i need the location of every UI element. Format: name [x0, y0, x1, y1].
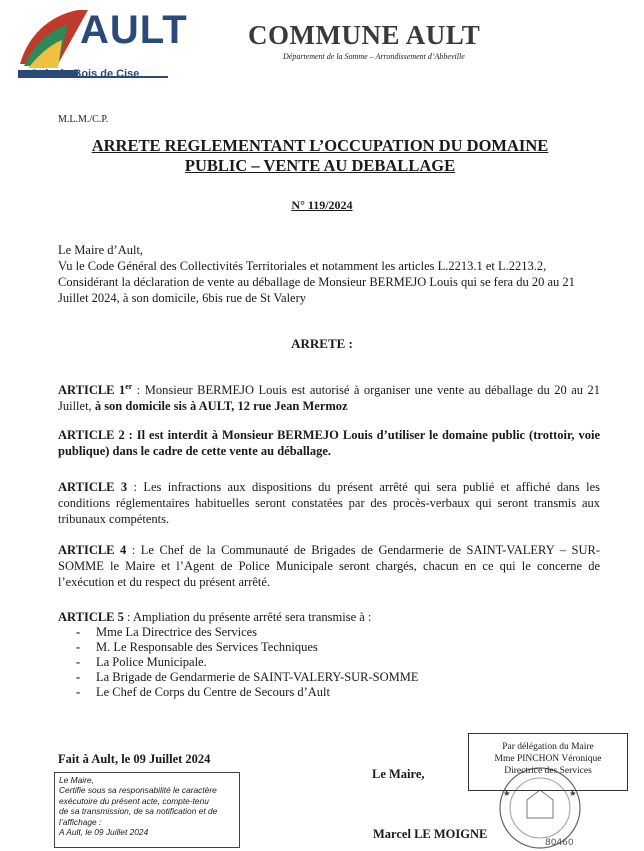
reference: M.L.M./C.P. [58, 114, 109, 125]
recipient-item: - Le Chef de Corps du Centre de Secours d’Ault [58, 685, 600, 700]
arrete-number: N° 119/2024 [291, 198, 353, 212]
article-4-text: : Le Chef de la Communauté de Brigades de Gendarmerie de SAINT-VALERY – SUR-SOMME le Maire et l’Agent de Police Municipale seront chargés, chacun en ce qui le concerne de l’exécution et du respect du présent arrêté. [58, 543, 600, 589]
article-5-text: : Ampliation du présente arrêté sera transmise à : [123, 610, 372, 624]
article-3 [58, 479, 600, 527]
intro-line-2: Vu le Code Général des Collectivités Territoriales et notamment les articles L.2213.1 et L.2213.2, [58, 259, 547, 273]
cert-line: Certifie sous sa responsabilité le caractère [59, 785, 217, 796]
signed-at: Fait à Ault, le 09 Juillet 2024 [58, 752, 211, 766]
stamp-line: Mme PINCHON Véronique [494, 754, 602, 764]
article-2-label: ARTICLE 2 : [58, 428, 133, 442]
stamp-line: Directrice des Services [504, 766, 592, 776]
intro-line-3: Considérant la déclaration de vente au déballage de Monsieur BERMEJO Louis qui se fera du 20 au 21 Juillet 2024, à son domicile, 6bis rue de St Valery [58, 275, 575, 305]
title-line-2: PUBLIC – VENTE AU DEBALLAGE [184, 156, 456, 175]
recipient-list [58, 625, 600, 700]
article-1-sup: er [125, 382, 133, 391]
certification-box [54, 772, 240, 848]
cert-line: l’affichage : [59, 816, 102, 827]
article-3-text: : Les infractions aux dispositions du présent arrêté qui sera publié et affiché dans les conditions réglementaires habituelles seront constatées par des procès-verbaux qui seront transmis aux tribunaux compétents. [58, 480, 600, 526]
logo-subtitle: Onival - Bois de Cise [30, 68, 140, 80]
title-line-1: ARRETE REGLEMENTANT L’OCCUPATION DU DOMAINE [91, 136, 549, 155]
article-1-address: à son domicile sis à AULT, 12 rue Jean Mermoz [91, 399, 348, 414]
article-5-label: ARTICLE 5 [58, 610, 124, 624]
logo-text: AULT [80, 8, 188, 52]
department-line: Département de la Somme – Arrondissement d’Abbeville [283, 52, 465, 61]
article-5 [58, 609, 600, 700]
article-2 [58, 427, 600, 459]
recipient-item: - La Brigade de Gendarmerie de SAINT-VALERY-SUR-SOMME [58, 670, 600, 685]
commune-title: COMMUNE AULT [248, 20, 481, 50]
svg-text:★: ★ [569, 789, 577, 798]
intro [58, 242, 598, 306]
article-3-label: ARTICLE 3 [58, 480, 128, 494]
article-2-text: Il est interdit à Monsieur BERMEJO Louis d’utiliser le domaine public (trottoir, voie publique) dans le cadre de cette vente au déballage. [58, 428, 600, 458]
article-1 [58, 379, 600, 414]
recipient-item: - La Police Municipale. [58, 655, 600, 670]
svg-text:★: ★ [503, 789, 511, 798]
recipient-item: - Mme La Directrice des Services [58, 625, 600, 640]
cert-line: A Ault, le 09 Juillet 2024 [59, 827, 149, 838]
mayor-name: Marcel LE MOIGNE [373, 827, 488, 841]
article-4-label: ARTICLE 4 [58, 543, 127, 557]
article-1-label: ARTICLE 1 [58, 383, 126, 398]
article-4 [58, 542, 600, 590]
delegation-stamp [468, 733, 628, 791]
cert-line: exécutoire du présent acte, compte-tenu [59, 795, 209, 806]
arrete-heading: ARRETE : [291, 336, 353, 351]
cert-line: de sa transmission, de sa notification et de [59, 806, 218, 817]
seal-number: 80460 [545, 838, 574, 848]
recipient-item: - M. Le Responsable des Services Techniques [58, 640, 600, 655]
maire-label: Le Maire, [372, 767, 425, 781]
document-title [40, 136, 600, 176]
article-1-text: : Monsieur BERMEJO Louis est autorisé à organiser une vente au déballage du 20 au 21 Juillet, [58, 383, 600, 414]
stamp-line: Par délégation du Maire [502, 742, 594, 752]
cert-line: Le Maire, [59, 775, 94, 785]
intro-line-1: Le Maire d’Ault, [58, 243, 144, 257]
